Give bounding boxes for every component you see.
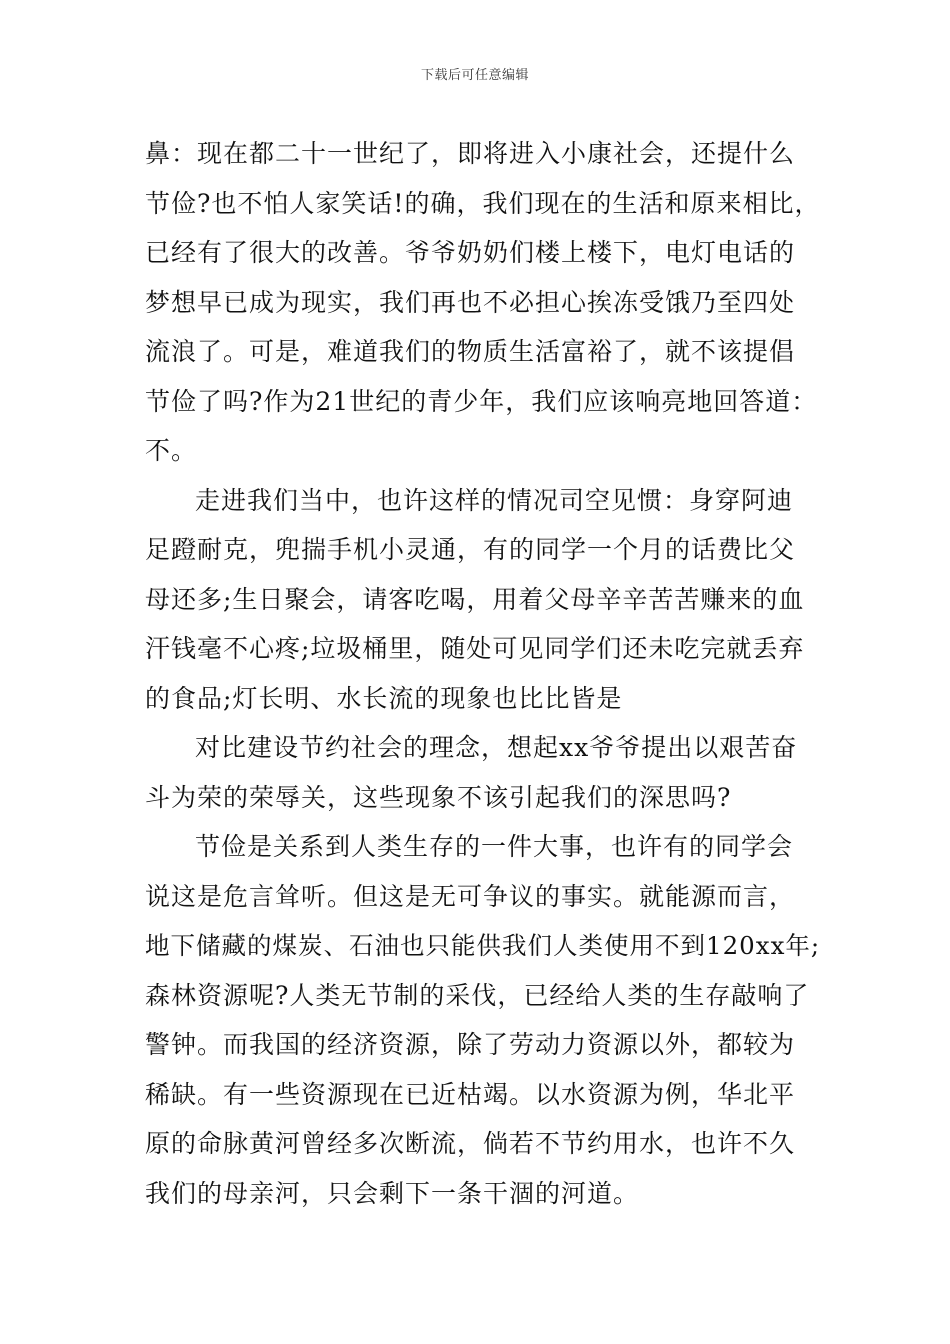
- text-line: 斗为荣的荣辱关，这些现象不该引起我们的深思吗?: [145, 782, 732, 812]
- text-line: 稀缺。有一些资源现在已近枯竭。以水资源为例，华北平: [145, 1079, 796, 1109]
- text-line: 足蹬耐克，兜揣手机小灵通，有的同学一个月的话费比父: [145, 535, 796, 564]
- text-line: 节俭了吗?作为21世纪的青少年，我们应该响亮地回答道：: [145, 386, 818, 416]
- document-body: [145, 129, 825, 1218]
- text-line: 汗钱毫不心疼;垃圾桶里，随处可见同学们还未吃完就丢弃: [145, 634, 805, 663]
- page-header: 下载后可任意编辑: [420, 68, 529, 83]
- text-line: 对比建设节约社会的理念，想起xx爷爷提出以艰苦奋: [195, 733, 798, 762]
- text-line: 母还多;生日聚会，请客吃喝，用着父母辛辛苦苦赚来的血: [145, 584, 805, 614]
- text-line: 流浪了。可是，难道我们的物质生活富裕了，就不该提倡: [145, 337, 796, 366]
- text-line: 节俭是关系到人类生存的一件大事，也许有的同学会: [195, 832, 794, 861]
- text-line: 已经有了很大的改善。爷爷奶奶们楼上楼下，电灯电话的: [145, 238, 796, 267]
- text-line: 走进我们当中，也许这样的情况司空见惯：身穿阿迪: [195, 485, 794, 515]
- text-line: 原的命脉黄河曾经多次断流，倘若不节约用水，也许不久: [145, 1129, 796, 1158]
- text-line: 鼻：现在都二十一世纪了，即将进入小康社会，还提什么: [145, 139, 796, 168]
- text-line: 警钟。而我国的经济资源，除了劳动力资源以外，都较为: [145, 1030, 796, 1059]
- text-line: 地下储藏的煤炭、石油也只能供我们人类使用不到120xx年;: [145, 931, 821, 960]
- text-line: 我们的母亲河，只会剩下一条干涸的河道。: [145, 1178, 640, 1208]
- text-line: 不。: [145, 436, 198, 465]
- text-line: 森林资源呢?人类无节制的采伐，已经给人类的生存敲响了: [145, 980, 810, 1010]
- text-line: 的食品;灯长明、水长流的现象也比比皆是: [145, 683, 623, 713]
- text-line: 节俭?也不怕人家笑话!的确，我们现在的生活和原来相比，: [145, 188, 821, 218]
- text-line: 说这是危言耸听。但这是无可争议的事实。就能源而言，: [145, 881, 796, 911]
- text-line: 梦想早已成为现实，我们再也不必担心挨冻受饿乃至四处: [145, 287, 796, 317]
